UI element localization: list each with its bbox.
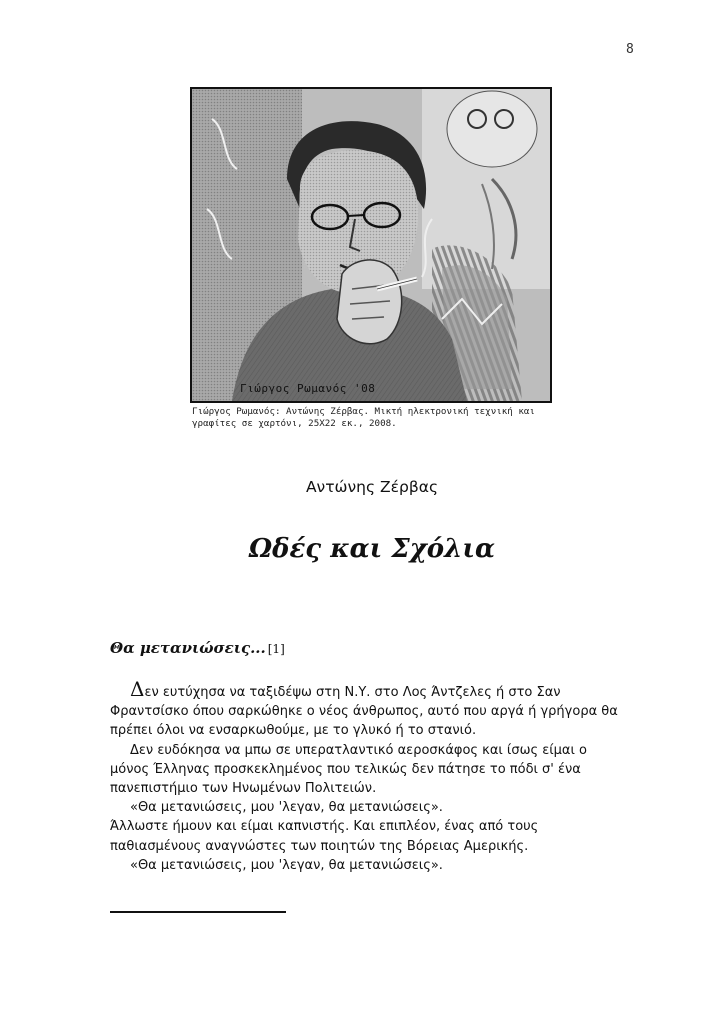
portrait-signature: Γιώργος Ρωμανός '08 [240,382,376,395]
image-caption: Γιώργος Ρωμανός: Αντώνης Ζέρβας. Μικτή ηλεκτρονική τεχνική και γραφίτες σε χαρτόνι, 25Χ22 εκ., 2008. [192,406,535,429]
book-title: Ωδές και Σχόλια [249,534,495,564]
section-heading [110,639,285,657]
portrait-image [190,87,552,403]
paragraph [110,677,630,741]
author-name: Αντώνης Ζέρβας [305,478,439,496]
drop-cap: Δ [130,677,145,701]
footnote-rule [110,911,286,913]
section-heading-text: Θα μετανιώσεις... [110,639,266,657]
paragraph: Άλλωστε ήμουν και είμαι καπνιστής. Και επιπλέον, ένας από τους παθιασμένους αναγνώστες των ποιητών της Βόρειας Αμερικής. [110,819,539,854]
footnote-reference[interactable]: [1] [267,642,285,656]
paragraph: «Θα μετανιώσεις, μου 'λεγαν, θα μετανιώσεις». [130,800,443,816]
paragraph: Δεν ευδόκησα να μπω σε υπερατλαντικό αεροσκάφος και ίσως είμαι ο μόνος Έλληνας προσκεκλημένος που τελικώς δεν πάτησε το πόδι σ' ένα πανεπιστήμιο των Ηνωμένων Πολιτειών. [110,742,587,797]
paragraph-text: εν ευτύχησα να ταξιδέψω στη Ν.Υ. στο Λος Άντζελες ή στο Σαν Φραντσίσκο όπου σαρκώθηκε ο νέος άνθρωπος, αυτό που αργά ή γρήγορα θα πρέπει όλοι να ενσαρκωθούμε, με το γλυκό ή το στανιό. [110,685,618,739]
page-number: 8 [626,42,634,57]
body-text [110,677,630,875]
paragraph: «Θα μετανιώσεις, μου 'λεγαν, θα μετανιώσεις». [130,857,443,873]
